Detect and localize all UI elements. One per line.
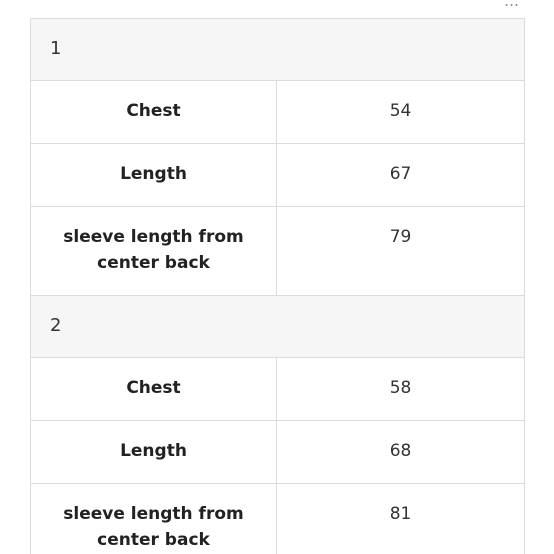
table-row [31,358,525,421]
table-row [31,207,525,296]
measurement-label: Chest [31,81,277,144]
table-row [31,484,525,554]
size-group-header [31,296,525,358]
measurement-value: 67 [277,144,525,207]
measurement-label: Length [31,144,277,207]
size-group-header [31,19,525,81]
measurement-label: Chest [31,358,277,421]
size-group-label: 2 [31,296,525,358]
measurement-label: sleeve length from center back [31,207,277,296]
table-row [31,144,525,207]
table-row [31,81,525,144]
measurement-label: Length [31,421,277,484]
size-chart-table [30,18,525,554]
cut-off-header-text: … [504,0,520,10]
measurement-value: 58 [277,358,525,421]
table-row [31,421,525,484]
measurement-value: 54 [277,81,525,144]
size-group-label: 1 [31,19,525,81]
measurement-value: 79 [277,207,525,296]
measurement-value: 68 [277,421,525,484]
measurement-label: sleeve length from center back [31,484,277,554]
measurement-value: 81 [277,484,525,554]
